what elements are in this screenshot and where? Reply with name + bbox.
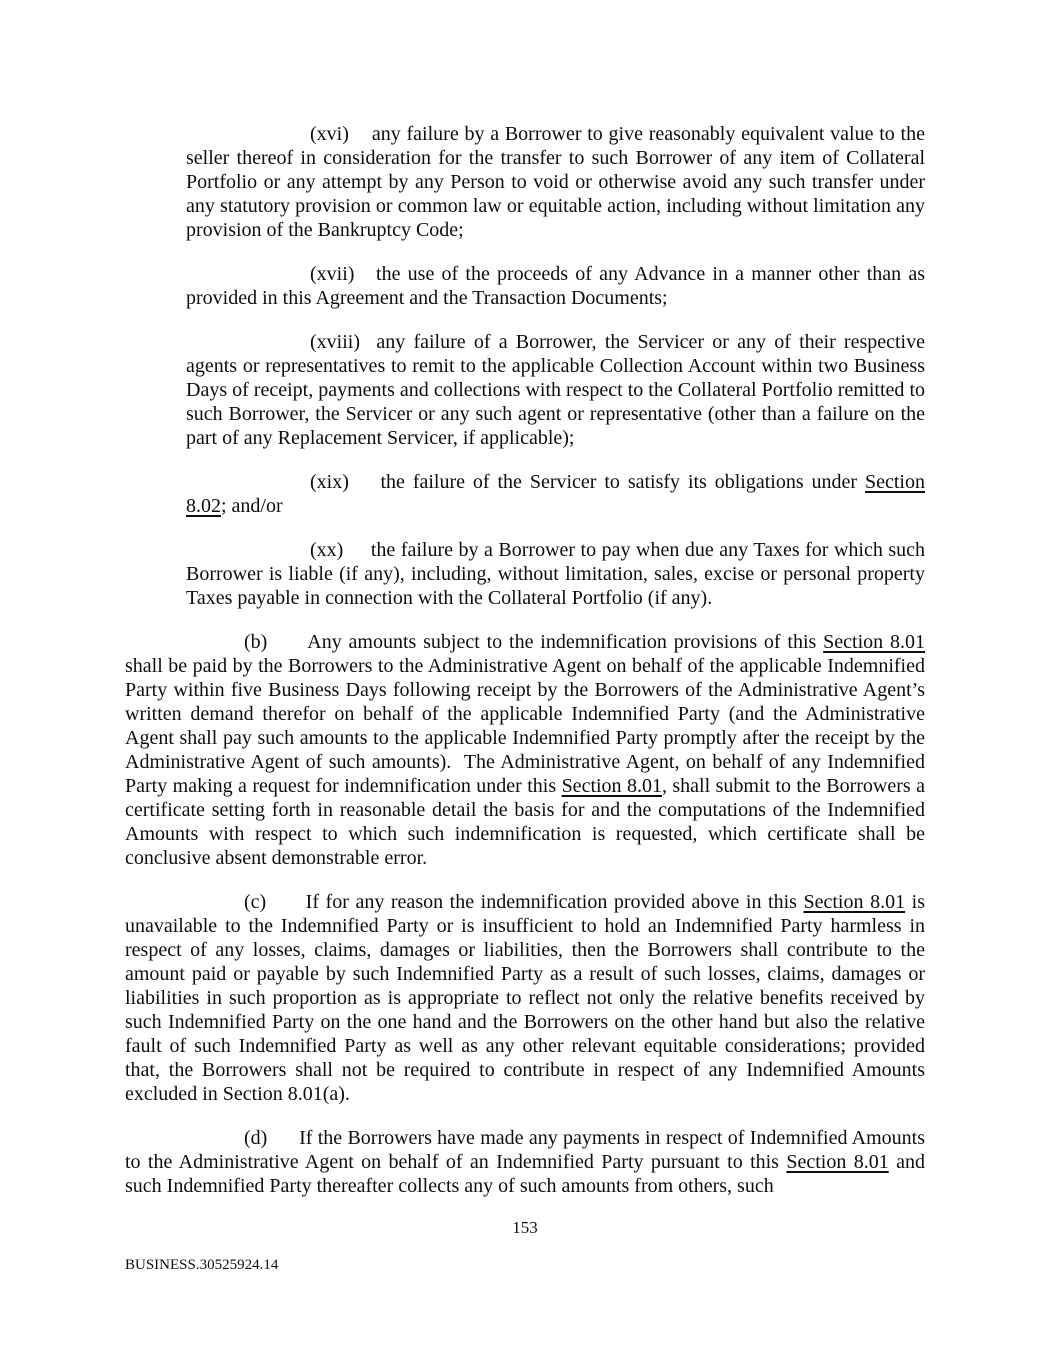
paragraph-text: Any amounts subject to the indemnification provisions of this [307,631,824,653]
clause-number: (xviii) [310,331,377,353]
section-reference-8-01: Section 8.01 [803,891,906,913]
paragraph-text: If for any reason the indemnification provided above in this [305,891,804,913]
clause-number: (xix) [310,471,381,493]
clause-text: any failure by a Borrower to give reasonably equivalent value to the seller thereof in consideration for the transfer to such Borrower of any item of Collateral Portfolio or any attempt by any Person to void or otherwise avoid any such transfer under any statutory provision or common law or equitable action, including without limitation any provision of the Bankruptcy Code; [186,123,925,241]
section-reference-8-02: Section 8.02 [186,471,925,517]
clause-number: (xvii) [310,263,377,285]
paragraph-label: (d) [244,1127,300,1149]
document-id-footer: BUSINESS.30525924.14 [125,1257,279,1273]
section-reference-8-01: Section 8.01 [561,775,662,797]
clause-xvii [186,262,925,310]
paragraph-text: and such Indemnified Party thereafter collects any of such amounts from others, such [125,1151,925,1197]
paragraph-b [125,630,925,870]
clause-xx [186,538,925,610]
clause-number: (xx) [310,539,371,561]
section-reference-8-01: Section 8.01 [823,631,925,653]
paragraph-c [125,890,925,1106]
clause-text: any failure of a Borrower, the Servicer or any of their respective agents or representatives to remit to the applicable Collection Account within two Business Days of receipt, payments and collections with respect to the Collateral Portfolio remitted to such Borrower, the Servicer or any such agent or representative (other than a failure on the part of any Replacement Servicer, if applicable); [186,331,925,449]
clause-number: (xvi) [310,123,372,145]
clause-text: the failure by a Borrower to pay when due any Taxes for which such Borrower is liable (if any), including, without limitation, sales, excise or personal property Taxes payable in connection with the Collateral Portfolio (if any). [186,539,925,609]
paragraph-text: If the Borrowers have made any payments in respect of Indemnified Amounts to the Administrative Agent on behalf of an Indemnified Party pursuant to this [125,1127,925,1173]
clause-text: the use of the proceeds of any Advance in a manner other than as provided in this Agreement and the Transaction Documents; [186,263,925,309]
paragraph-d [125,1126,925,1198]
paragraph-label: (c) [244,891,306,913]
clause-text: ; and/or [221,495,283,517]
paragraph-text: is unavailable to the Indemnified Party or is insufficient to hold an Indemnified Party harmless in respect of any losses, claims, damages or liabilities, then the Borrowers shall contribute to the amount paid or payable by such Indemnified Party as a result of such losses, claims, damages or liabilities in such proportion as is appropriate to reflect not only the relative benefits received by such Indemnified Party on the one hand and the Borrowers on the other hand but also the relative fault of such Indemnified Party as well as any other relevant equitable considerations; provided that, the Borrowers shall not be required to contribute in respect of any Indemnified Amounts excluded in Section 8.01(a). [125,891,925,1105]
paragraph-text: shall be paid by the Borrowers to the Administrative Agent on behalf of the applicable Indemnified Party within five Business Days following receipt by the Borrowers of the Administrative Agent’s written demand therefor on behalf of the applicable Indemnified Party (and the Administrative Agent shall pay such amounts to the applicable Indemnified Party promptly after the receipt by the Administrative Agent of such amounts). The Administrative Agent, on behalf of any Indemnified Party making a request for indemnification under this [125,655,925,797]
paragraph-text: , shall submit to the Borrowers a certificate setting forth in reasonable detail the basis for and the computations of the Indemnified Amounts with respect to which such indemnification is requested, which certificate shall be conclusive absent demonstrable error. [125,775,925,869]
page-content [125,122,925,1218]
clause-text: the failure of the Servicer to satisfy its obligations under [380,471,865,493]
page-number: 153 [512,1218,538,1237]
paragraph-label: (b) [244,631,308,653]
clause-xvi [186,122,925,242]
clause-xix [186,470,925,518]
clause-xviii [186,330,925,450]
section-reference-8-01: Section 8.01 [786,1151,889,1173]
